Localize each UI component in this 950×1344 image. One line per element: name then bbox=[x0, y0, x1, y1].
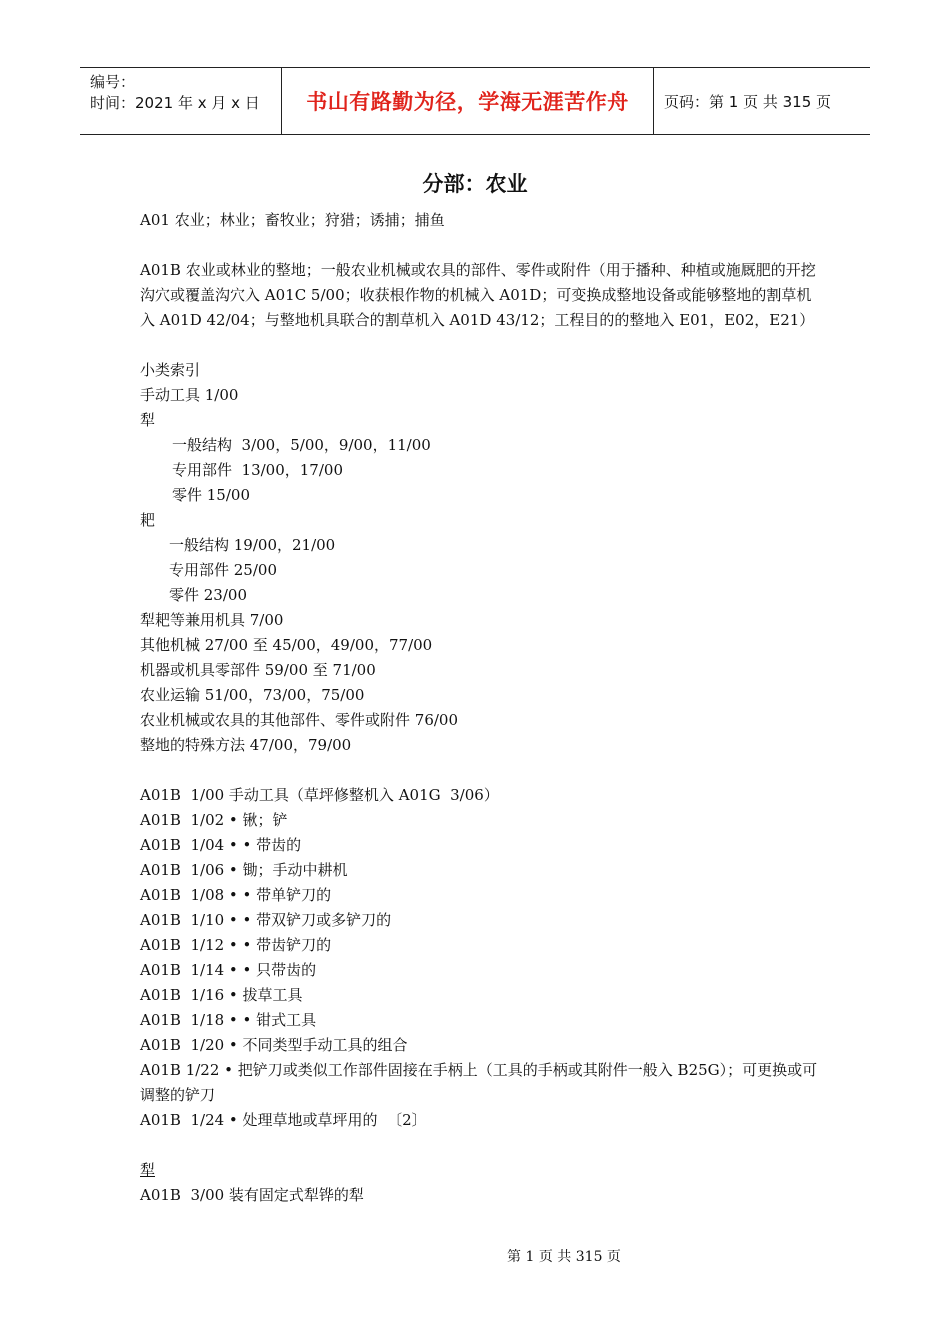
index-other-parts: 农业机械或农具的其他部件、零件或附件 76/00 bbox=[140, 711, 458, 729]
page-footer bbox=[0, 1246, 950, 1266]
entry: A01B 1/04 • • 带齿的 bbox=[140, 836, 302, 854]
index-hand-tools: 手动工具 1/00 bbox=[140, 386, 239, 404]
subclass-a01b-description: A01B 农业或林业的整地；一般农业机械或农具的部件、零件或附件（用于播种、种植或施厩肥的开挖沟穴或覆盖沟穴入 A01C 5/00；收获根作物的机械入 A01D；可变换成整地设备或能够整地的割草机入 A01D 42/04；与整地机具联合的割草机入 A01D 43/12；工程目的的整地入 E01，E02，E21） bbox=[140, 261, 816, 329]
entry: A01B 1/10 • • 带双铲刀或多铲刀的 bbox=[140, 911, 392, 929]
entry: A01B 1/12 • • 带齿铲刀的 bbox=[140, 936, 332, 954]
index-combined: 犁耙等兼用机具 7/00 bbox=[140, 611, 284, 629]
entry: A01B 1/16 • 拔草工具 bbox=[140, 986, 303, 1004]
header-motto: 书山有路勤为径，学海无涯苦作舟 bbox=[282, 68, 654, 134]
number-label: 编号： bbox=[90, 73, 136, 91]
entry: A01B 1/08 • • 带单铲刀的 bbox=[140, 886, 332, 904]
index-title: 小类索引 bbox=[140, 361, 201, 379]
entry: A01B 3/00 装有固定式犁铧的犁 bbox=[140, 1186, 364, 1204]
index-plough-general: 一般结构 3/00，5/00，9/00，11/00 bbox=[172, 436, 431, 454]
section-heading-plough: 犁 bbox=[140, 1161, 156, 1179]
index-machine-parts: 机器或机具零部件 59/00 至 71/00 bbox=[140, 661, 376, 679]
index-other-machines: 其他机械 27/00 至 45/00，49/00，77/00 bbox=[140, 636, 433, 654]
document-body bbox=[140, 208, 820, 1208]
entry: A01B 1/00 手动工具（草坪修整机入 A01G 3/06） bbox=[140, 786, 499, 804]
entry: A01B 1/06 • 锄；手动中耕机 bbox=[140, 861, 348, 879]
index-plough: 犁 bbox=[140, 411, 156, 429]
index-harrow-general: 一般结构 19/00，21/00 bbox=[169, 536, 336, 554]
index-plough-special: 专用部件 13/00，17/00 bbox=[172, 461, 343, 479]
entry: A01B 1/02 • 锹；铲 bbox=[140, 811, 288, 829]
index-plough-parts: 零件 15/00 bbox=[172, 486, 250, 504]
page-title: 分部：农业 bbox=[422, 172, 528, 196]
index-methods: 整地的特殊方法 47/00，79/00 bbox=[140, 736, 352, 754]
header-page-label: 页码：第 1 页 共 315 页 bbox=[664, 92, 832, 111]
header-meta bbox=[80, 68, 282, 134]
class-a01: A01 农业；林业；畜牧业；狩猎；诱捕；捕鱼 bbox=[140, 211, 445, 229]
entry: A01B 1/24 • 处理草地或草坪用的 〔2〕 bbox=[140, 1111, 427, 1129]
footer-page-number: 第 1 页 共 315 页 bbox=[507, 1249, 621, 1265]
entry: A01B 1/20 • 不同类型手动工具的组合 bbox=[140, 1036, 408, 1054]
entry: A01B 1/18 • • 钳式工具 bbox=[140, 1011, 317, 1029]
header-table bbox=[80, 67, 870, 135]
entry: A01B 1/14 • • 只带齿的 bbox=[140, 961, 317, 979]
index-transport: 农业运输 51/00，73/00，75/00 bbox=[140, 686, 365, 704]
time-label: 时间：2021 年 x 月 x 日 bbox=[90, 94, 260, 112]
index-harrow-special: 专用部件 25/00 bbox=[169, 561, 277, 579]
index-harrow-parts: 零件 23/00 bbox=[169, 586, 247, 604]
entry: A01B 1/22 • 把铲刀或类似工作部件固接在手柄上（工具的手柄或其附件一般入 B25G）；可更换或可调整的铲刀 bbox=[140, 1061, 818, 1104]
index-harrow: 耙 bbox=[140, 511, 156, 529]
